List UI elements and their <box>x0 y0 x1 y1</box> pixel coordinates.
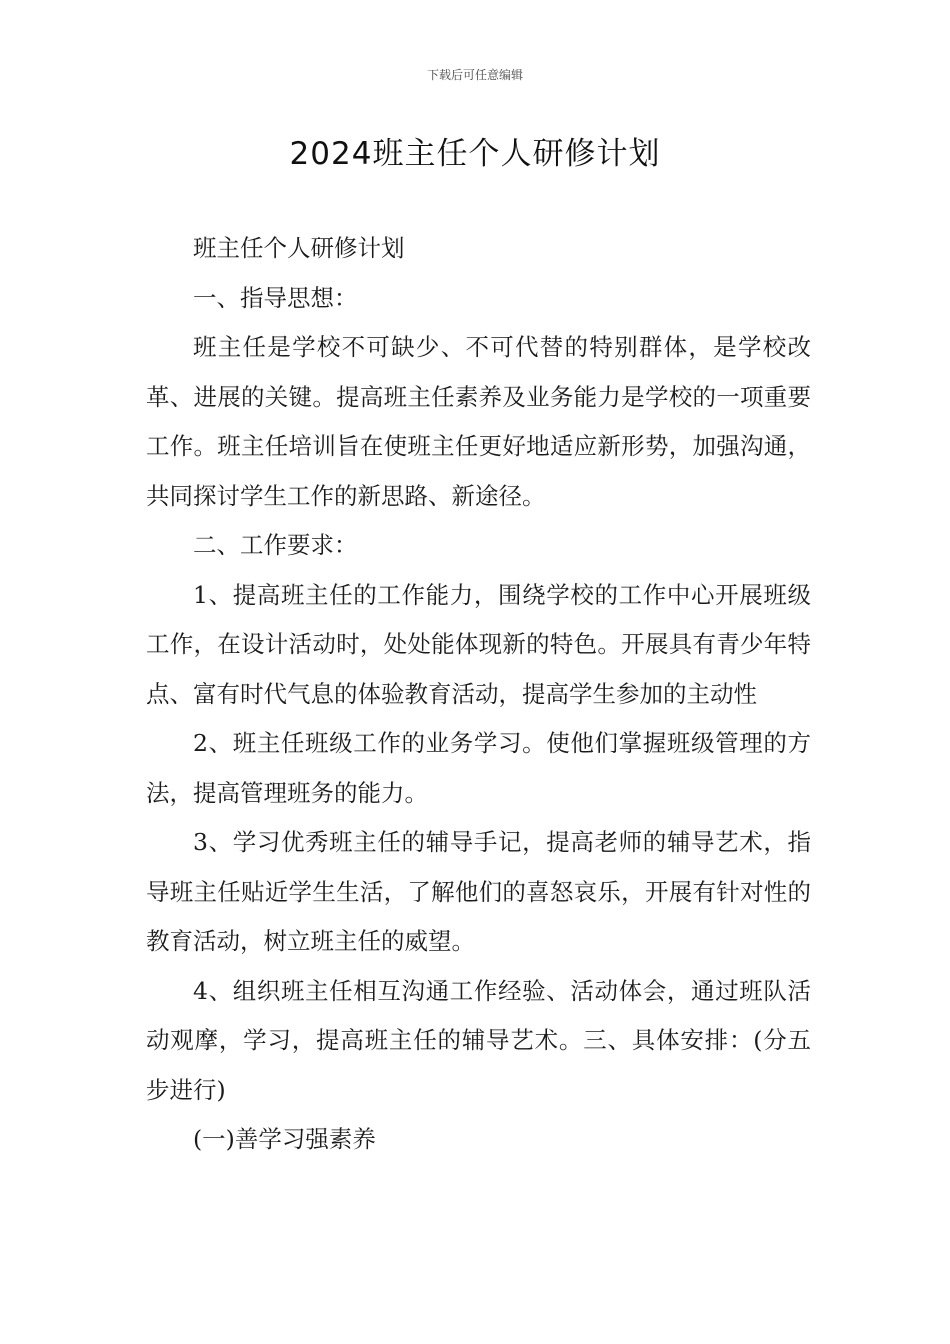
paragraph-requirement-2: 2、班主任班级工作的业务学习。使他们掌握班级管理的方法，提高管理班务的能力。 <box>146 729 811 807</box>
header-note: 下载后可任意编辑 <box>426 68 523 82</box>
paragraph-section-1: (一)善学习强素养 <box>193 1125 376 1153</box>
document-title: 2024班主任个人研修计划 <box>289 136 661 172</box>
paragraph-requirement-4: 4、组织班主任相互沟通工作经验、活动体会，通过班队活动观摩，学习，提高班主任的辅导艺术。三、具体安排：(分五步进行) <box>146 976 811 1104</box>
paragraph-subtitle: 班主任个人研修计划 <box>193 234 405 262</box>
paragraph-guiding-ideology: 班主任是学校不可缺少、不可代替的特别群体，是学校改革、进展的关键。提高班主任素养及业务能力是学校的一项重要工作。班主任培训旨在使班主任更好地适应新形势，加强沟通，共同探讨学生工作的新思路、新途径。 <box>146 333 811 510</box>
document-body <box>146 224 811 1165</box>
paragraph-heading-work-requirements: 二、工作要求： <box>193 531 358 559</box>
paragraph-requirement-3: 3、学习优秀班主任的辅导手记，提高老师的辅导艺术，指导班主任贴近学生生活，了解他们的喜怒哀乐，开展有针对性的教育活动，树立班主任的威望。 <box>146 828 811 955</box>
paragraph-requirement-1: 1、提高班主任的工作能力，围绕学校的工作中心开展班级工作，在设计活动时，处处能体现新的特色。开展具有青少年特点、富有时代气息的体验教育活动，提高学生参加的主动性 <box>146 580 811 708</box>
paragraph-heading-guiding-ideology: 一、指导思想： <box>193 283 358 312</box>
